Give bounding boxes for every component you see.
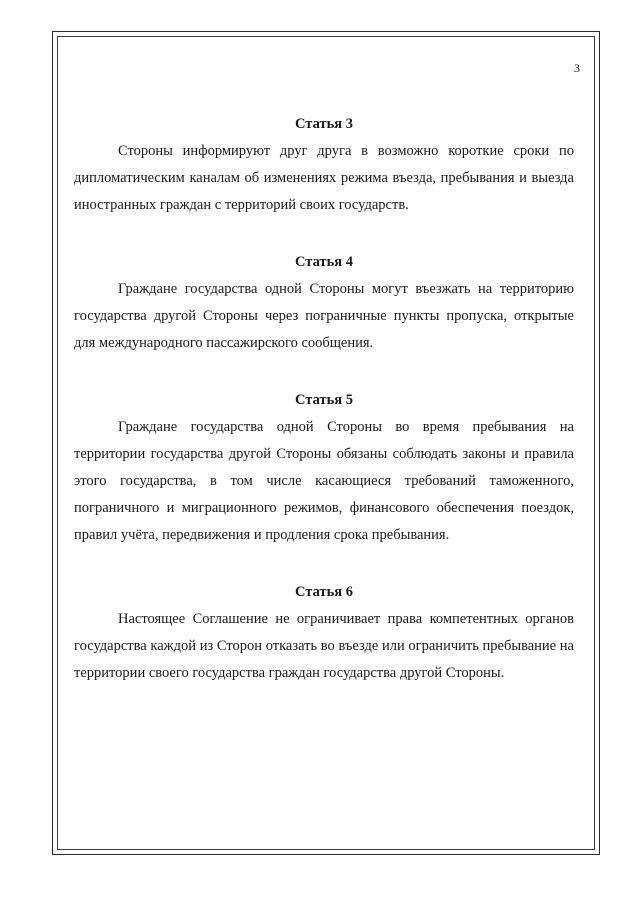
article-4 [74,252,574,357]
article-text: Стороны информируют друг друга в возможно короткие сроки по дипломатическим каналам об изменениях режима въезда, пребывания и выезда иностранных граждан с территорий своих государств. [74,143,574,213]
article-3 [74,114,574,219]
document-body [74,108,574,687]
article-text: Граждане государства одной Стороны во время пребывания на территории государства другой Стороны обязаны соблюдать законы и правила этого государства, в том числе касающиеся требований таможенного, пограничного и миграционного режимов, финансового обеспечения поездок, правил учёта, передвижения и продления срока пребывания. [74,419,574,543]
article-title: Статья 6 [295,584,353,600]
article-text: Настоящее Соглашение не ограничивает права компетентных органов государства каждой из Сторон отказать во въезде или ограничить пребывание на территории своего государства граждан государства другой Стороны. [74,611,574,681]
page-number: 3 [574,61,580,75]
article-6 [74,582,574,687]
article-title: Статья 3 [295,116,353,132]
article-title: Статья 4 [295,254,353,270]
article-5 [74,390,574,549]
article-title: Статья 5 [295,392,353,408]
article-text: Граждане государства одной Стороны могут въезжать на территорию государства другой Стороны через пограничные пункты пропуска, открытые для международного пассажирского сообщения. [74,281,574,351]
